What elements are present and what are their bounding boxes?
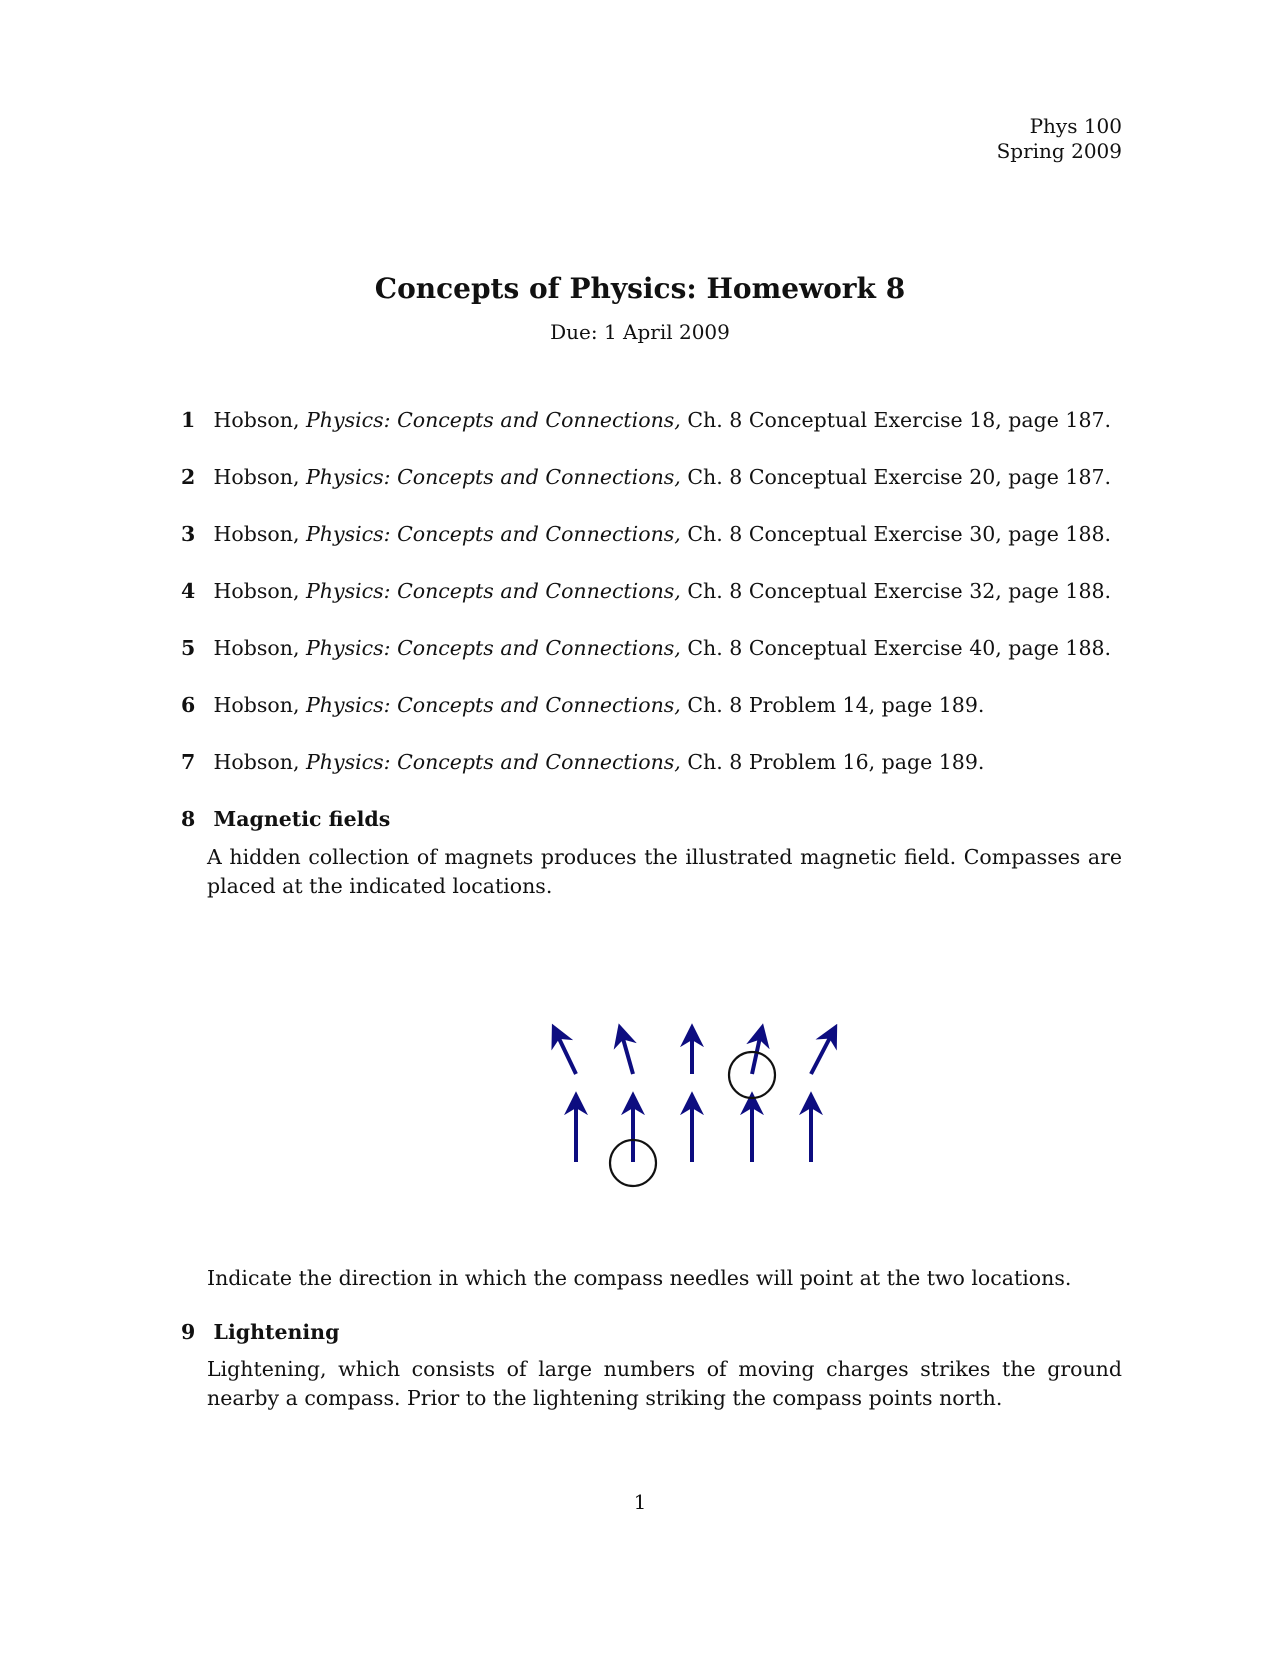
problem-book: Physics: Concepts and Connections, bbox=[306, 693, 681, 717]
problem-author: Hobson, bbox=[213, 465, 300, 489]
problem-number: 7 bbox=[181, 750, 196, 774]
problem-ref: Ch. 8 Problem 14, page 189. bbox=[687, 693, 985, 717]
problem-item bbox=[181, 693, 984, 717]
section-number: 9 bbox=[181, 1320, 196, 1344]
problem-book: Physics: Concepts and Connections, bbox=[306, 750, 681, 774]
problem-book: Physics: Concepts and Connections, bbox=[306, 408, 681, 432]
field-arrow bbox=[811, 1028, 835, 1074]
magnetic-field-figure bbox=[520, 1000, 850, 1200]
problem-author: Hobson, bbox=[213, 579, 300, 603]
problem-author: Hobson, bbox=[213, 636, 300, 660]
problem-item bbox=[181, 579, 1111, 603]
course-header bbox=[997, 114, 1122, 164]
section-8-heading bbox=[181, 807, 390, 831]
problem-book: Physics: Concepts and Connections, bbox=[306, 465, 681, 489]
problem-number: 4 bbox=[181, 579, 196, 603]
field-arrow bbox=[620, 1028, 633, 1074]
due-date: Due: 1 April 2009 bbox=[550, 320, 730, 344]
section-8-text: A hidden collection of magnets produces the illustrated magnetic field. Compasses are placed at the indicated locations. bbox=[207, 845, 1122, 898]
page-number: 1 bbox=[633, 1490, 647, 1514]
section-number: 8 bbox=[181, 807, 196, 831]
problem-ref: Ch. 8 Conceptual Exercise 20, page 187. bbox=[687, 465, 1112, 489]
problem-number: 2 bbox=[181, 465, 196, 489]
problem-number: 3 bbox=[181, 522, 196, 546]
problem-number: 6 bbox=[181, 693, 196, 717]
problem-author: Hobson, bbox=[213, 408, 300, 432]
problem-author: Hobson, bbox=[213, 522, 300, 546]
section-title: Magnetic fields bbox=[213, 807, 391, 831]
course-term: Spring 2009 bbox=[996, 139, 1122, 163]
section-9-heading bbox=[181, 1320, 339, 1344]
problem-item bbox=[181, 408, 1111, 432]
problem-author: Hobson, bbox=[213, 750, 300, 774]
compass-location-upper bbox=[729, 1052, 775, 1098]
problem-author: Hobson, bbox=[213, 693, 300, 717]
section-title: Lightening bbox=[213, 1320, 340, 1344]
section-9-text: Lightening, which consists of large numbers of moving charges strikes the ground nearby a compass. Prior to the lightening striking the compass points north. bbox=[207, 1357, 1122, 1410]
field-arrow bbox=[554, 1028, 576, 1074]
problem-ref: Ch. 8 Conceptual Exercise 32, page 188. bbox=[687, 579, 1112, 603]
problem-ref: Ch. 8 Conceptual Exercise 40, page 188. bbox=[687, 636, 1112, 660]
page-title: Concepts of Physics: Homework 8 bbox=[374, 272, 906, 305]
problem-number: 5 bbox=[181, 636, 196, 660]
problem-ref: Ch. 8 Conceptual Exercise 30, page 188. bbox=[687, 522, 1112, 546]
problem-item bbox=[181, 465, 1111, 489]
problem-book: Physics: Concepts and Connections, bbox=[306, 579, 681, 603]
problem-item bbox=[181, 522, 1111, 546]
problem-number: 1 bbox=[181, 408, 196, 432]
problem-book: Physics: Concepts and Connections, bbox=[306, 522, 681, 546]
problem-item bbox=[181, 750, 984, 774]
section-8-question: Indicate the direction in which the compass needles will point at the two locations. bbox=[207, 1266, 1072, 1290]
problem-item bbox=[181, 636, 1111, 660]
course-name: Phys 100 bbox=[1029, 114, 1122, 138]
problem-ref: Ch. 8 Conceptual Exercise 18, page 187. bbox=[687, 408, 1112, 432]
problem-book: Physics: Concepts and Connections, bbox=[306, 636, 681, 660]
problem-ref: Ch. 8 Problem 16, page 189. bbox=[687, 750, 985, 774]
